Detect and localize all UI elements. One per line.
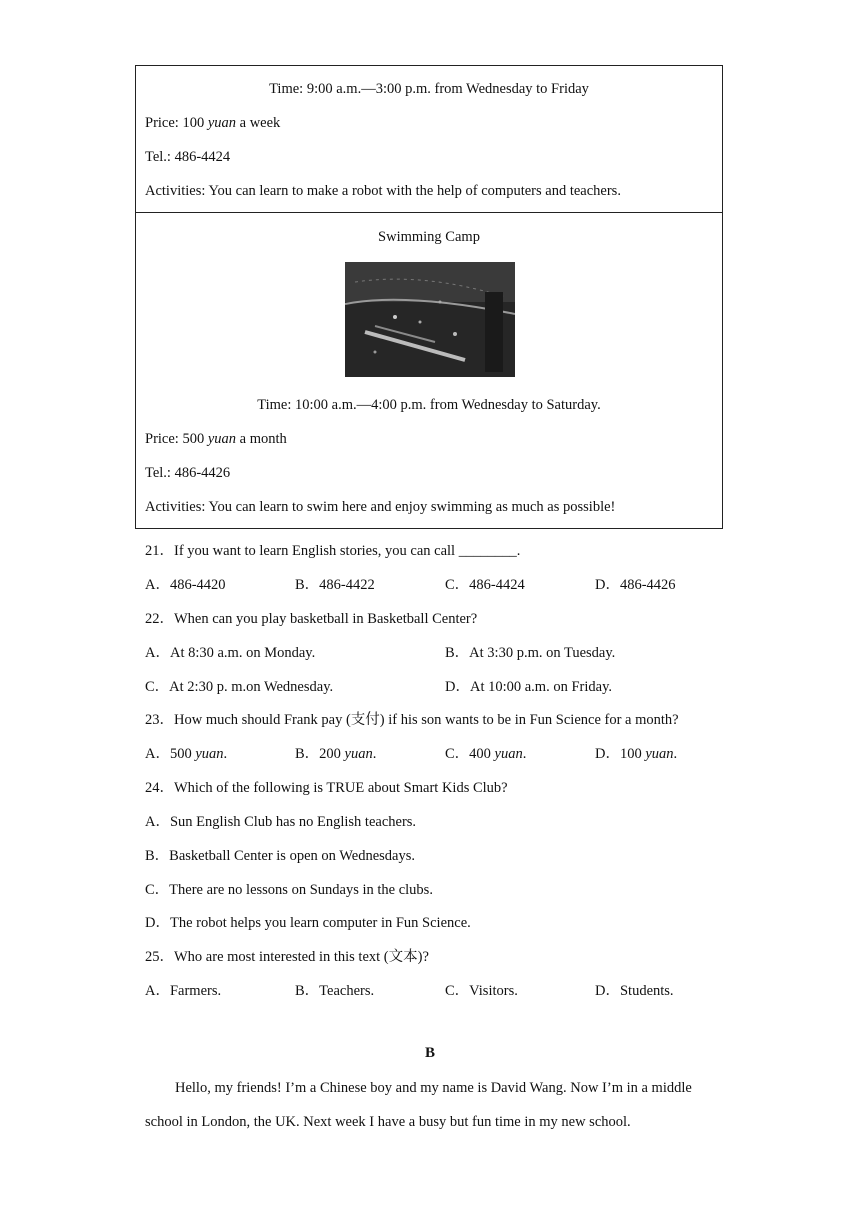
q22-option-b: B．At 3:30 p.m. on Tuesday.	[445, 645, 616, 661]
swimming-price: Price: 500 yuan a month	[145, 431, 287, 447]
robot-activities: Activities: You can learn to make a robot with the help of computers and teachers.	[145, 183, 621, 199]
swimming-camp-title: Swimming Camp	[378, 229, 480, 245]
q21-option-b: B．486-4422	[295, 577, 375, 593]
q24-option-d: D．The robot helps you learn computer in Fun Science.	[145, 915, 471, 931]
q22-option-c: C．At 2:30 p. m.on Wednesday.	[145, 679, 334, 695]
swimming-activities: Activities: You can learn to swim here and enjoy swimming as much as possible!	[145, 499, 616, 515]
q23-option-c: C．400 yuan.	[445, 746, 527, 762]
q22-option-a: A．At 8:30 a.m. on Monday.	[145, 645, 316, 661]
swimming-time: Time: 10:00 a.m.—4:00 p.m. from Wednesday to Saturday.	[257, 397, 601, 413]
q25-option-a: A．Farmers.	[145, 983, 222, 999]
q24-option-c: C．There are no lessons on Sundays in the clubs.	[145, 882, 433, 898]
section-b-paragraph-line-2: school in London, the UK. Next week I have a busy but fun time in my new school.	[145, 1114, 631, 1130]
question-22: 22．When can you play basketball in Basketball Center?	[145, 611, 478, 627]
q25-option-c: C．Visitors.	[445, 983, 518, 999]
q23-option-d: D．100 yuan.	[595, 746, 678, 762]
q21-option-a: A．486-4420	[145, 577, 226, 593]
robot-price: Price: 100 yuan a week	[145, 115, 281, 131]
section-b-paragraph-line-1: Hello, my friends! I’m a Chinese boy and my name is David Wang. Now I’m in a middle	[175, 1080, 692, 1096]
q23-option-a: A．500 yuan.	[145, 746, 228, 762]
question-23: 23．How much should Frank pay (支付) if his son wants to be in Fun Science for a month?	[145, 712, 679, 728]
robot-time: Time: 9:00 a.m.—3:00 p.m. from Wednesday to Friday	[269, 81, 589, 97]
q22-option-d: D．At 10:00 a.m. on Friday.	[445, 679, 613, 695]
q21-option-d: D．486-4426	[595, 577, 676, 593]
robot-tel: Tel.: 486-4424	[145, 149, 231, 165]
q24-option-b: B．Basketball Center is open on Wednesdays.	[145, 848, 415, 864]
question-24: 24．Which of the following is TRUE about Smart Kids Club?	[145, 780, 508, 796]
swimming-tel: Tel.: 486-4426	[145, 465, 231, 481]
q24-option-a: A．Sun English Club has no English teachers.	[145, 814, 417, 830]
robot-club-box	[135, 65, 723, 213]
q23-option-b: B．200 yuan.	[295, 746, 377, 762]
q25-option-d: D．Students.	[595, 983, 674, 999]
question-25: 25．Who are most interested in this text (文本)?	[145, 949, 429, 965]
swimming-camp-box	[135, 212, 723, 529]
q25-option-b: B．Teachers.	[295, 983, 375, 999]
question-21: 21．If you want to learn English stories, you can call ________.	[145, 543, 521, 559]
swimming-pool-photo	[345, 262, 515, 377]
section-b-heading: B	[424, 1045, 435, 1061]
q21-option-c: C．486-4424	[445, 577, 525, 593]
